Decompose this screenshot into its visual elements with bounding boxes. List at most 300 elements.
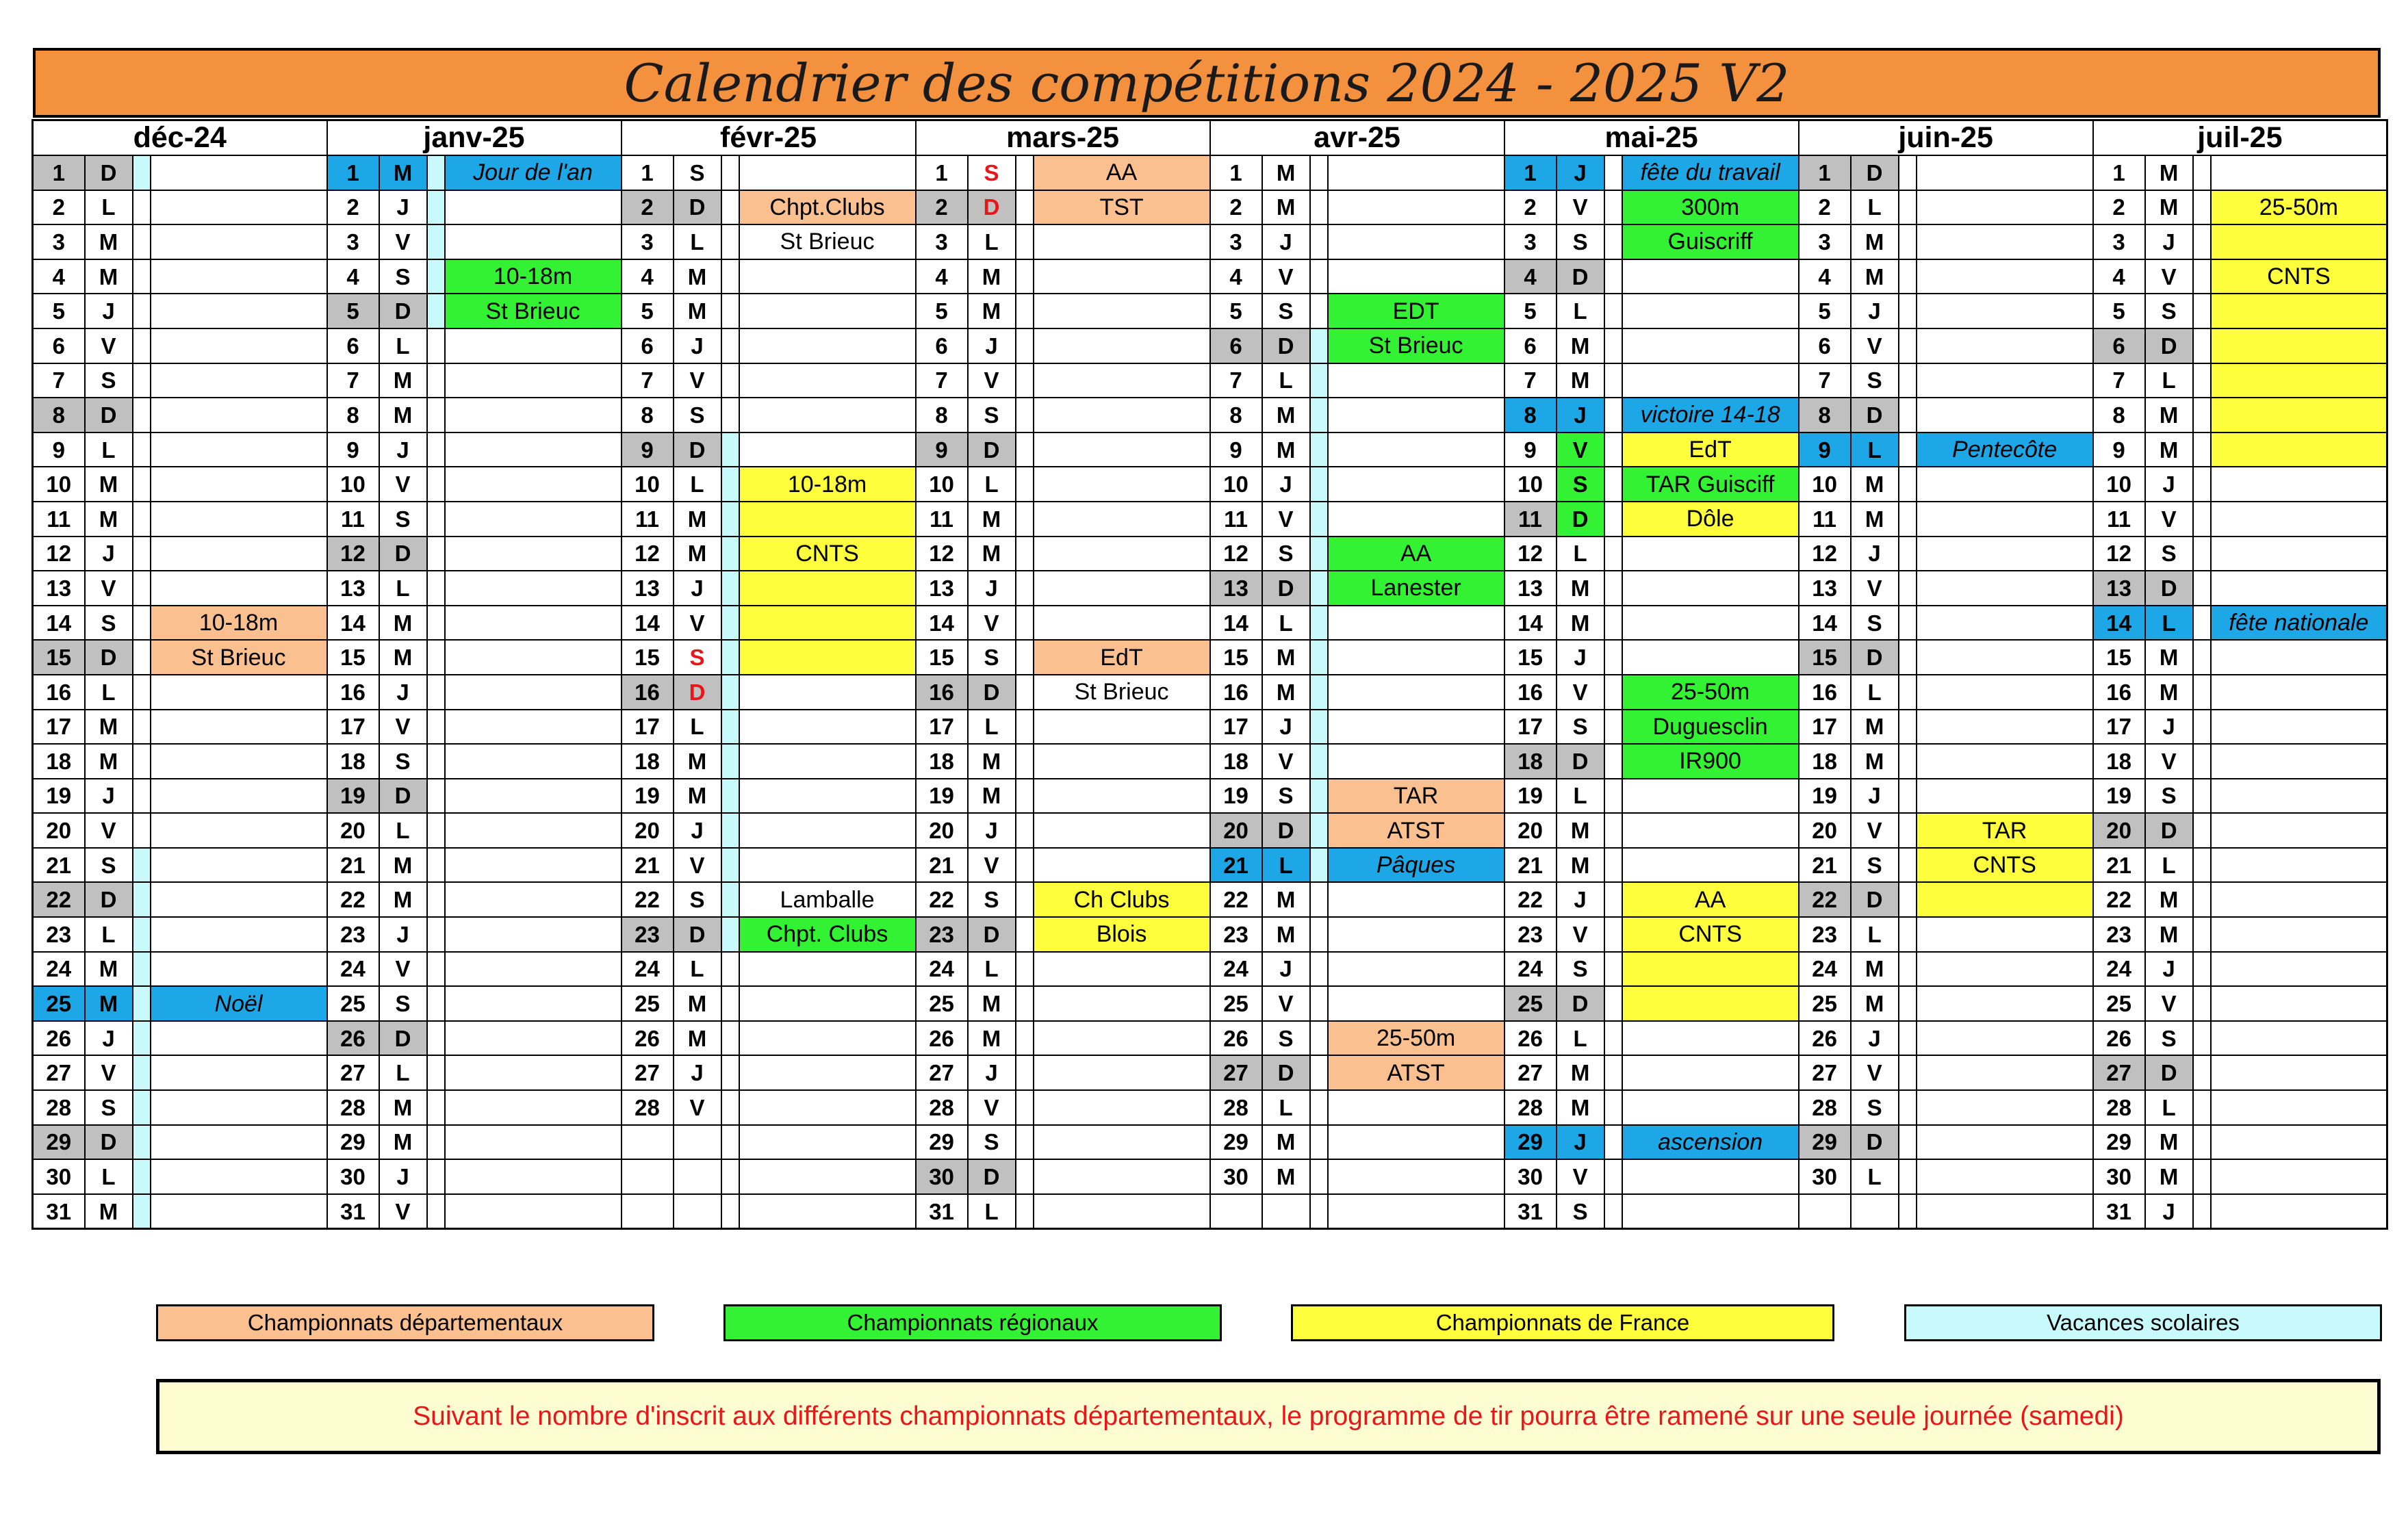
day-letter: L (1851, 190, 1899, 225)
event-cell (1622, 1055, 1799, 1090)
vacation-marker (133, 432, 151, 467)
vacation-marker (2193, 432, 2211, 467)
vacation-marker (1604, 1021, 1622, 1056)
day-number: 3 (1504, 224, 1557, 259)
event-cell: AA (1328, 537, 1504, 571)
month-header: mars-25 (916, 120, 1210, 156)
vacation-marker (1310, 432, 1328, 467)
event-cell (151, 675, 327, 710)
day-number: 24 (1799, 952, 1851, 987)
vacation-marker (133, 224, 151, 259)
vacation-marker (1016, 744, 1034, 779)
day-row (33, 432, 2387, 467)
day-number: 27 (916, 1055, 968, 1090)
day-row (33, 502, 2387, 537)
vacation-marker (721, 848, 739, 883)
day-letter: J (379, 917, 427, 952)
day-letter: D (2145, 328, 2193, 363)
event-cell (739, 986, 916, 1021)
day-letter: J (674, 328, 721, 363)
day-letter: L (379, 328, 427, 363)
day-number: 30 (2093, 1159, 2145, 1194)
day-number: 1 (622, 155, 674, 190)
day-number: 23 (916, 917, 968, 952)
day-letter: M (2145, 640, 2193, 675)
day-number: 1 (1799, 155, 1851, 190)
day-letter: V (1262, 986, 1310, 1021)
event-cell (151, 294, 327, 328)
event-cell (1917, 1021, 2093, 1056)
day-number: 15 (1210, 640, 1262, 675)
day-letter: V (379, 467, 427, 502)
vacation-marker (2193, 675, 2211, 710)
vacation-marker (1604, 155, 1622, 190)
event-cell (1917, 224, 2093, 259)
event-cell (739, 606, 916, 641)
day-number: 28 (327, 1090, 379, 1125)
day-letter: D (1262, 571, 1310, 606)
event-cell (1034, 259, 1210, 294)
day-letter: S (2145, 537, 2193, 571)
event-cell (151, 1090, 327, 1125)
vacation-marker (1016, 986, 1034, 1021)
day-letter: V (85, 1055, 133, 1090)
day-letter: S (1557, 1194, 1604, 1229)
event-cell: Noël (151, 986, 327, 1021)
day-number: 26 (1799, 1021, 1851, 1056)
day-letter: S (968, 155, 1016, 190)
vacation-marker (1899, 1021, 1917, 1056)
event-cell (739, 710, 916, 745)
day-letter: L (2145, 363, 2193, 398)
event-cell (445, 571, 622, 606)
vacation-marker (427, 1159, 445, 1194)
day-number: 9 (1799, 432, 1851, 467)
vacation-marker (1604, 190, 1622, 225)
day-number: 9 (622, 432, 674, 467)
day-number: 16 (33, 675, 85, 710)
event-cell (1034, 848, 1210, 883)
day-letter: D (1557, 744, 1604, 779)
vacation-marker (427, 1021, 445, 1056)
day-letter: M (1557, 606, 1604, 641)
vacation-marker (2193, 606, 2211, 641)
day-number: 25 (327, 986, 379, 1021)
day-number: 30 (1799, 1159, 1851, 1194)
day-letter: M (968, 779, 1016, 814)
day-letter: M (674, 986, 721, 1021)
day-number: 3 (1799, 224, 1851, 259)
day-number (622, 1125, 674, 1160)
day-row (33, 398, 2387, 432)
event-cell (445, 813, 622, 848)
event-cell (151, 1194, 327, 1229)
day-number: 18 (33, 744, 85, 779)
day-number: 11 (33, 502, 85, 537)
day-letter: V (968, 606, 1016, 641)
vacation-marker (1310, 190, 1328, 225)
day-number: 20 (327, 813, 379, 848)
vacation-marker (1604, 882, 1622, 917)
event-cell (445, 467, 622, 502)
day-number: 2 (33, 190, 85, 225)
day-letter: D (1557, 986, 1604, 1021)
day-letter: L (2145, 848, 2193, 883)
day-letter: S (85, 1090, 133, 1125)
day-letter: S (968, 882, 1016, 917)
day-number: 29 (327, 1125, 379, 1160)
day-number: 27 (1210, 1055, 1262, 1090)
event-cell (2211, 328, 2387, 363)
event-cell (2211, 537, 2387, 571)
day-letter: M (1851, 467, 1899, 502)
day-number: 16 (2093, 675, 2145, 710)
vacation-marker (1604, 813, 1622, 848)
event-cell: TAR (1917, 813, 2093, 848)
day-number: 30 (916, 1159, 968, 1194)
day-number: 6 (33, 328, 85, 363)
event-cell (1034, 224, 1210, 259)
event-cell (1034, 986, 1210, 1021)
day-number: 19 (2093, 779, 2145, 814)
event-cell (1622, 1159, 1799, 1194)
event-cell (151, 224, 327, 259)
day-number: 22 (916, 882, 968, 917)
day-number: 23 (327, 917, 379, 952)
event-cell (1917, 537, 2093, 571)
day-letter: M (674, 744, 721, 779)
vacation-marker (1604, 952, 1622, 987)
vacation-marker (721, 432, 739, 467)
day-number: 8 (1504, 398, 1557, 432)
event-cell: Blois (1034, 917, 1210, 952)
event-cell (1622, 259, 1799, 294)
day-number: 11 (1504, 502, 1557, 537)
vacation-marker (1310, 537, 1328, 571)
event-cell (1034, 1159, 1210, 1194)
day-letter: S (1557, 467, 1604, 502)
vacation-marker (427, 328, 445, 363)
event-cell (1328, 606, 1504, 641)
vacation-marker (2193, 363, 2211, 398)
event-cell (2211, 1159, 2387, 1194)
day-row (33, 224, 2387, 259)
day-number: 25 (33, 986, 85, 1021)
day-letter: S (85, 363, 133, 398)
event-cell: Ch Clubs (1034, 882, 1210, 917)
day-letter: J (2145, 710, 2193, 745)
day-letter: V (1262, 502, 1310, 537)
vacation-marker (1016, 467, 1034, 502)
vacation-marker (1604, 537, 1622, 571)
day-number: 26 (622, 1021, 674, 1056)
event-cell (739, 259, 916, 294)
day-row (33, 779, 2387, 814)
vacation-marker (1016, 1125, 1034, 1160)
day-letter: V (1557, 1159, 1604, 1194)
day-number: 12 (327, 537, 379, 571)
day-number: 14 (2093, 606, 2145, 641)
vacation-marker (1310, 779, 1328, 814)
day-number: 9 (916, 432, 968, 467)
day-number: 13 (2093, 571, 2145, 606)
vacation-marker (133, 1090, 151, 1125)
day-letter: J (1262, 224, 1310, 259)
vacation-marker (1310, 1021, 1328, 1056)
event-cell (1328, 502, 1504, 537)
event-cell (1917, 1159, 2093, 1194)
day-letter: S (85, 848, 133, 883)
event-cell (2211, 813, 2387, 848)
vacation-marker (1310, 640, 1328, 675)
day-letter: S (2145, 1021, 2193, 1056)
event-cell (445, 328, 622, 363)
day-number: 12 (916, 537, 968, 571)
day-letter: L (1557, 537, 1604, 571)
day-number: 3 (2093, 224, 2145, 259)
event-cell (1034, 1090, 1210, 1125)
day-number: 31 (1504, 1194, 1557, 1229)
day-number: 18 (1504, 744, 1557, 779)
vacation-marker (427, 155, 445, 190)
day-letter: D (1851, 882, 1899, 917)
day-letter: L (968, 952, 1016, 987)
event-cell (151, 190, 327, 225)
event-cell: Dôle (1622, 502, 1799, 537)
day-letter: L (1557, 779, 1604, 814)
event-cell (2211, 744, 2387, 779)
day-letter: D (1851, 640, 1899, 675)
vacation-marker (1604, 1159, 1622, 1194)
event-cell (739, 363, 916, 398)
vacation-marker (133, 328, 151, 363)
vacation-marker (1310, 224, 1328, 259)
event-cell (1622, 1194, 1799, 1229)
day-letter: M (1851, 744, 1899, 779)
event-cell (739, 640, 916, 675)
vacation-marker (1310, 848, 1328, 883)
vacation-marker (1310, 675, 1328, 710)
event-cell (739, 294, 916, 328)
day-letter: M (379, 398, 427, 432)
day-number: 15 (1504, 640, 1557, 675)
vacation-marker (721, 363, 739, 398)
vacation-marker (1016, 710, 1034, 745)
day-number: 30 (1210, 1159, 1262, 1194)
day-number: 29 (916, 1125, 968, 1160)
day-letter: M (85, 259, 133, 294)
vacation-marker (721, 710, 739, 745)
day-letter: D (674, 917, 721, 952)
event-cell (445, 640, 622, 675)
vacation-marker (1016, 398, 1034, 432)
day-letter: S (1851, 1090, 1899, 1125)
day-number: 21 (2093, 848, 2145, 883)
vacation-marker (427, 398, 445, 432)
vacation-marker (1310, 917, 1328, 952)
day-letter: J (1262, 467, 1310, 502)
day-letter: V (379, 224, 427, 259)
vacation-marker (2193, 986, 2211, 1021)
day-number: 7 (622, 363, 674, 398)
vacation-marker (1310, 1159, 1328, 1194)
event-cell (2211, 882, 2387, 917)
day-letter: L (968, 1194, 1016, 1229)
event-cell (2211, 710, 2387, 745)
day-number: 9 (2093, 432, 2145, 467)
vacation-marker (2193, 224, 2211, 259)
day-number: 10 (916, 467, 968, 502)
vacation-marker (133, 190, 151, 225)
day-letter: M (674, 294, 721, 328)
event-cell (445, 1090, 622, 1125)
event-cell (445, 917, 622, 952)
day-letter: M (968, 1021, 1016, 1056)
vacation-marker (427, 1055, 445, 1090)
vacation-marker (2193, 398, 2211, 432)
vacation-marker (2193, 848, 2211, 883)
day-number: 20 (622, 813, 674, 848)
month-header: avr-25 (1210, 120, 1504, 156)
day-letter: J (85, 1021, 133, 1056)
day-letter: L (85, 1159, 133, 1194)
day-letter: M (674, 502, 721, 537)
day-letter: M (2145, 1159, 2193, 1194)
vacation-marker (1310, 1125, 1328, 1160)
day-number: 4 (622, 259, 674, 294)
day-number: 12 (1504, 537, 1557, 571)
event-cell (151, 848, 327, 883)
vacation-marker (1899, 1090, 1917, 1125)
event-cell (1622, 363, 1799, 398)
event-cell (1917, 1090, 2093, 1125)
vacation-marker (1310, 398, 1328, 432)
day-letter: D (1262, 813, 1310, 848)
vacation-marker (1310, 363, 1328, 398)
vacation-marker (1899, 779, 1917, 814)
vacation-marker (133, 155, 151, 190)
vacation-marker (427, 1194, 445, 1229)
vacation-marker (1604, 675, 1622, 710)
event-cell (151, 259, 327, 294)
event-cell (1917, 952, 2093, 987)
event-cell (151, 328, 327, 363)
day-letter: S (85, 606, 133, 641)
vacation-marker (1899, 813, 1917, 848)
day-letter: J (85, 537, 133, 571)
vacation-marker (1899, 537, 1917, 571)
event-cell (1917, 779, 2093, 814)
day-number: 22 (2093, 882, 2145, 917)
day-number: 12 (2093, 537, 2145, 571)
day-row (33, 1055, 2387, 1090)
day-letter: J (1557, 155, 1604, 190)
day-letter: V (2145, 259, 2193, 294)
vacation-marker (1310, 1090, 1328, 1125)
day-letter: J (674, 813, 721, 848)
vacation-marker (2193, 779, 2211, 814)
vacation-marker (133, 1159, 151, 1194)
vacation-marker (1604, 398, 1622, 432)
day-number: 11 (1799, 502, 1851, 537)
event-cell (445, 779, 622, 814)
day-number: 13 (916, 571, 968, 606)
event-cell: TAR (1328, 779, 1504, 814)
event-cell (739, 155, 916, 190)
day-number: 30 (33, 1159, 85, 1194)
day-number: 11 (1210, 502, 1262, 537)
day-row (33, 1159, 2387, 1194)
day-number: 19 (1799, 779, 1851, 814)
event-cell (1622, 294, 1799, 328)
vacation-marker (133, 710, 151, 745)
day-letter: D (85, 1125, 133, 1160)
vacation-marker (1016, 537, 1034, 571)
day-row (33, 917, 2387, 952)
vacation-marker (721, 224, 739, 259)
day-number: 1 (1504, 155, 1557, 190)
event-cell (151, 155, 327, 190)
event-cell (2211, 467, 2387, 502)
day-letter: J (379, 190, 427, 225)
day-number: 13 (327, 571, 379, 606)
vacation-marker (1604, 328, 1622, 363)
day-letter: M (85, 986, 133, 1021)
day-letter: L (1557, 294, 1604, 328)
day-number: 2 (916, 190, 968, 225)
vacation-marker (721, 294, 739, 328)
day-letter: M (968, 986, 1016, 1021)
day-letter: J (674, 1055, 721, 1090)
day-letter: S (674, 640, 721, 675)
day-number: 29 (1210, 1125, 1262, 1160)
vacation-marker (1899, 675, 1917, 710)
day-letter: D (1557, 502, 1604, 537)
vacation-marker (133, 1125, 151, 1160)
vacation-marker (1016, 813, 1034, 848)
day-letter: V (85, 813, 133, 848)
vacation-marker (2193, 1090, 2211, 1125)
day-letter: L (379, 1055, 427, 1090)
day-number: 23 (2093, 917, 2145, 952)
vacation-marker (1899, 467, 1917, 502)
day-row (33, 1021, 2387, 1056)
day-number: 5 (1799, 294, 1851, 328)
day-number: 3 (33, 224, 85, 259)
vacation-marker (2193, 190, 2211, 225)
day-letter: V (1262, 259, 1310, 294)
event-cell: 25-50m (1622, 675, 1799, 710)
vacation-marker (2193, 502, 2211, 537)
event-cell (1034, 779, 1210, 814)
event-cell (151, 952, 327, 987)
vacation-marker (427, 502, 445, 537)
day-number: 5 (2093, 294, 2145, 328)
day-number: 22 (33, 882, 85, 917)
vacation-marker (1899, 571, 1917, 606)
vacation-marker (1604, 294, 1622, 328)
event-cell (739, 779, 916, 814)
day-letter: D (85, 155, 133, 190)
vacation-marker (1899, 640, 1917, 675)
vacation-marker (1899, 1055, 1917, 1090)
day-letter: V (674, 363, 721, 398)
vacation-marker (2193, 259, 2211, 294)
day-letter: S (968, 1125, 1016, 1160)
event-cell (1328, 398, 1504, 432)
event-cell (445, 224, 622, 259)
vacation-marker (1016, 190, 1034, 225)
